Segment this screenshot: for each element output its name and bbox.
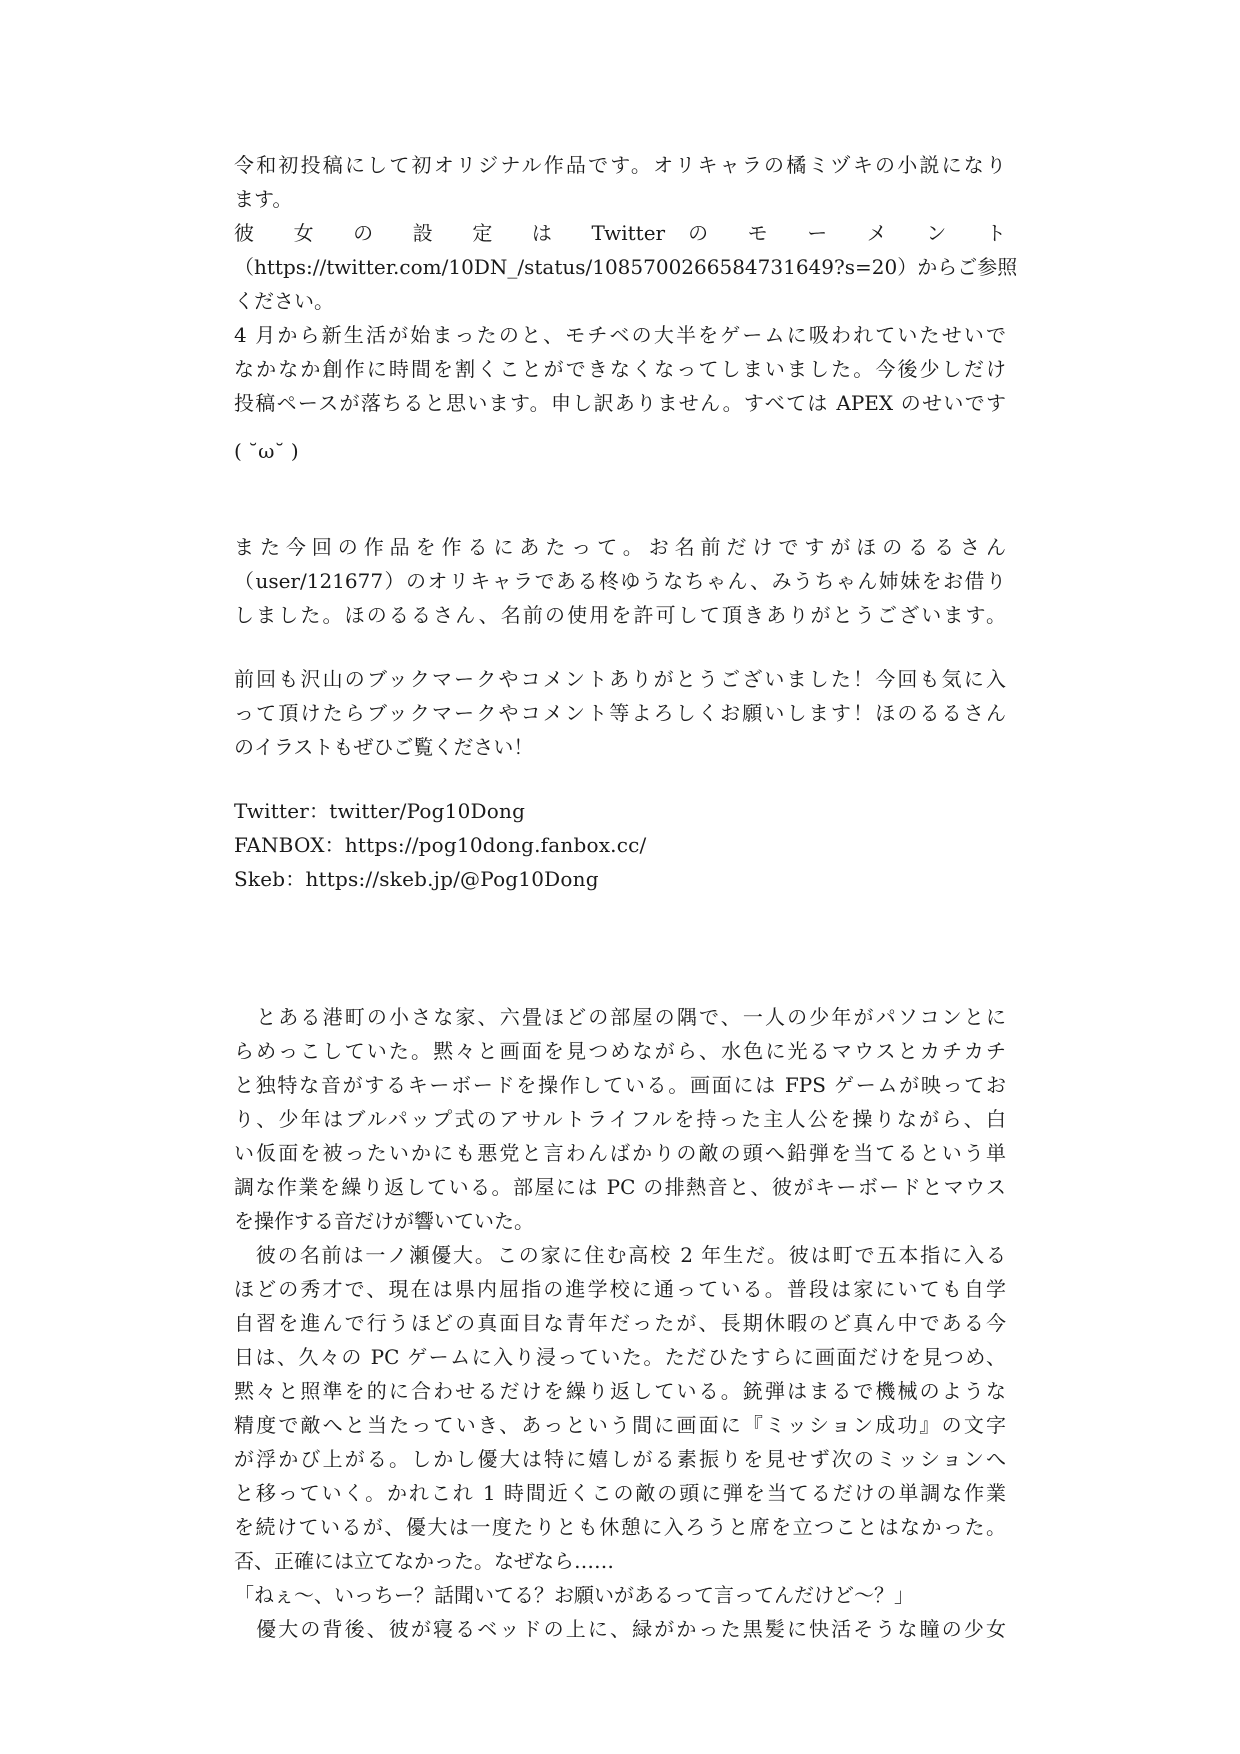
story-line: 日は、久々の PC ゲームに入り浸っていた。ただひたすらに画面だけを見つめ、	[234, 1345, 1006, 1369]
story-line: 黙々と照準を的に合わせるだけを繰り返している。銃弾はまるで機械のような	[234, 1379, 1006, 1403]
story-line: 精度で敵へと当たっていき、あっという間に画面に『ミッション成功』の文字	[234, 1413, 1006, 1437]
thanks-section	[234, 530, 1006, 632]
thanks-line: また今回の作品を作るにあたって。お名前だけですがほのるるさん	[234, 535, 1006, 559]
preface-line: 投稿ペースが落ちると思います。申し訳ありません。すべては APEX のせいです	[234, 391, 1006, 415]
twitter-link[interactable]: Twitter：twitter/Pog10Dong	[234, 799, 526, 823]
preface-line: ます。	[234, 187, 293, 211]
story-line: と独特な音がするキーボードを操作している。画面には FPS ゲームが映ってお	[234, 1073, 1006, 1097]
preface-line: なかなか創作に時間を割くことができなくなってしまいました。今後少しだけ	[234, 357, 1006, 381]
request-section	[234, 662, 1006, 764]
story-line: が浮かび上がる。しかし優大は特に嬉しがる素振りを見せず次のミッションへ	[234, 1447, 1006, 1471]
request-line: 前回も沢山のブックマークやコメントありがとうございました！今回も気に入	[234, 667, 1006, 691]
links-section	[234, 794, 1006, 896]
thanks-line: しました。ほのるるさん、名前の使用を許可して頂きありがとうございます。	[234, 603, 1006, 627]
story-line: を操作する音だけが響いていた。	[234, 1209, 534, 1233]
story-line: り、少年はブルパップ式のアサルトライフルを持った主人公を操りながら、白	[234, 1107, 1006, 1131]
story-line: 否、正確には立てなかった。なぜなら……	[234, 1549, 614, 1573]
dialogue-line: 「ねぇ～、いっちー？話聞いてる？お願いがあるって言ってんだけど～？」	[234, 1583, 914, 1607]
request-line: って頂けたらブックマークやコメント等よろしくお願いします！ほのるるさん	[234, 701, 1006, 725]
preface-line: 彼 女 の 設 定 は Twitter の モ ー メ ン ト	[234, 221, 1006, 245]
story-line: 優大の背後、彼が寝るベッドの上に、緑がかった黒髪に快活そうな瞳の少女	[234, 1617, 1006, 1641]
story-line: とある港町の小さな家、六畳ほどの部屋の隅で、一人の少年がパソコンとに	[234, 1005, 1006, 1029]
fanbox-link[interactable]: FANBOX：https://pog10dong.fanbox.cc/	[234, 833, 647, 857]
story-section	[234, 1000, 1006, 1646]
skeb-link[interactable]: Skeb：https://skeb.jp/@Pog10Dong	[234, 867, 599, 891]
kaomoji: ( ˘ω˘ )	[234, 439, 299, 463]
story-line: らめっこしていた。黙々と画面を見つめながら、水色に光るマウスとカチカチ	[234, 1039, 1006, 1063]
story-line: い仮面を被ったいかにも悪党と言わんばかりの敵の頭へ鉛弾を当てるという単	[234, 1141, 1006, 1165]
preface-line: 4 月から新生活が始まったのと、モチベの大半をゲームに吸われていたせいで	[234, 323, 1006, 347]
story-line: 彼の名前は一ノ瀬優大。この家に住む高校 2 年生だ。彼は町で五本指に入る	[234, 1243, 1006, 1267]
document-page	[234, 148, 1018, 1646]
story-line: を続けているが、優大は一度たりとも休憩に入ろうと席を立つことはなかった。	[234, 1515, 1006, 1539]
preface-section	[234, 148, 1018, 468]
story-line: 調な作業を繰り返している。部屋には PC の排熱音と、彼がキーボードとマウス	[234, 1175, 1006, 1199]
thanks-line: （user/121677）のオリキャラである柊ゆうなちゃん、みうちゃん姉妹をお借り	[234, 569, 1006, 593]
spacer	[234, 764, 1006, 794]
spacer	[234, 632, 1006, 662]
preface-line: 令和初投稿にして初オリジナル作品です。オリキャラの橘ミヅキの小説になり	[234, 153, 1006, 177]
preface-line: ください。	[234, 289, 334, 313]
spacer	[234, 468, 1006, 530]
story-line: 自習を進んで行うほどの真面目な青年だったが、長期休暇のど真ん中である今	[234, 1311, 1006, 1335]
spacer	[234, 896, 1006, 1000]
story-line: ほどの秀才で、現在は県内屈指の進学校に通っている。普段は家にいても自学	[234, 1277, 1006, 1301]
story-line: と移っていく。かれこれ 1 時間近くこの敵の頭に弾を当てるだけの単調な作業	[234, 1481, 1006, 1505]
request-line: のイラストもぜひご覧ください！	[234, 735, 534, 759]
preface-line: （https://twitter.com/10DN_/status/1085700266584731649?s=20）からご参照	[234, 255, 1018, 279]
